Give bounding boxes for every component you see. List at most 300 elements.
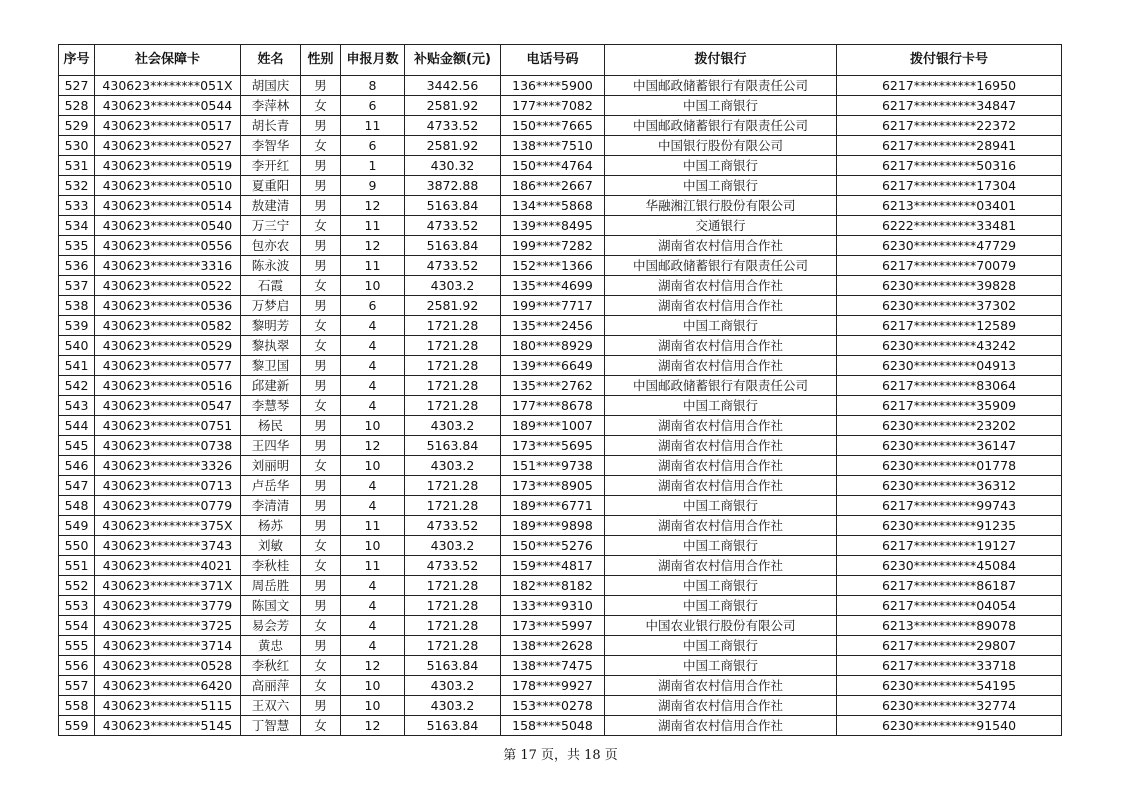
months-cell: 6 [341,96,405,116]
amount-cell: 4733.52 [405,116,501,136]
gender-cell: 女 [301,556,341,576]
table-row [59,616,1062,636]
index-cell: 547 [59,476,95,496]
table-row [59,336,1062,356]
gender-cell: 女 [301,676,341,696]
social-security-cell: 430623********375X [95,516,241,536]
months-cell: 11 [341,116,405,136]
phone-cell: 133****9310 [501,596,605,616]
name-cell: 高丽萍 [241,676,301,696]
bank-cell: 湖南省农村信用合作社 [605,336,837,356]
social-security-cell: 430623********0536 [95,296,241,316]
table-row [59,596,1062,616]
social-security-cell: 430623********6420 [95,676,241,696]
name-cell: 李智华 [241,136,301,156]
months-cell: 4 [341,316,405,336]
name-cell: 李秋桂 [241,556,301,576]
bank-cell: 湖南省农村信用合作社 [605,676,837,696]
bank-cell: 湖南省农村信用合作社 [605,296,837,316]
months-cell: 12 [341,196,405,216]
name-cell: 包亦农 [241,236,301,256]
header-name: 姓名 [241,45,301,76]
gender-cell: 女 [301,96,341,116]
name-cell: 胡国庆 [241,76,301,96]
months-cell: 8 [341,76,405,96]
social-security-cell: 430623********3779 [95,596,241,616]
phone-cell: 138****7510 [501,136,605,156]
bank-card-cell: 6230**********45084 [837,556,1062,576]
bank-card-cell: 6217**********12589 [837,316,1062,336]
months-cell: 10 [341,676,405,696]
amount-cell: 1721.28 [405,596,501,616]
social-security-cell: 430623********0527 [95,136,241,156]
months-cell: 4 [341,636,405,656]
bank-card-cell: 6230**********01778 [837,456,1062,476]
months-cell: 4 [341,596,405,616]
bank-card-cell: 6217**********83064 [837,376,1062,396]
months-cell: 4 [341,576,405,596]
gender-cell: 女 [301,276,341,296]
bank-cell: 中国工商银行 [605,396,837,416]
social-security-cell: 430623********3714 [95,636,241,656]
phone-cell: 177****8678 [501,396,605,416]
table-row [59,436,1062,456]
bank-card-cell: 6217**********28941 [837,136,1062,156]
index-cell: 559 [59,716,95,736]
amount-cell: 2581.92 [405,96,501,116]
index-cell: 538 [59,296,95,316]
name-cell: 夏重阳 [241,176,301,196]
months-cell: 12 [341,716,405,736]
months-cell: 11 [341,516,405,536]
months-cell: 10 [341,276,405,296]
bank-card-cell: 6230**********32774 [837,696,1062,716]
table-row [59,396,1062,416]
social-security-cell: 430623********0517 [95,116,241,136]
gender-cell: 男 [301,256,341,276]
bank-card-cell: 6213**********03401 [837,196,1062,216]
amount-cell: 5163.84 [405,656,501,676]
header-months: 申报月数 [341,45,405,76]
table-row [59,316,1062,336]
bank-cell: 中国工商银行 [605,496,837,516]
bank-card-cell: 6230**********54195 [837,676,1062,696]
name-cell: 石霞 [241,276,301,296]
index-cell: 545 [59,436,95,456]
index-cell: 555 [59,636,95,656]
bank-cell: 中国邮政储蓄银行有限责任公司 [605,76,837,96]
social-security-cell: 430623********0522 [95,276,241,296]
index-cell: 543 [59,396,95,416]
amount-cell: 4733.52 [405,256,501,276]
social-security-cell: 430623********0713 [95,476,241,496]
name-cell: 陈国文 [241,596,301,616]
header-gender: 性别 [301,45,341,76]
gender-cell: 男 [301,696,341,716]
bank-card-cell: 6213**********89078 [837,616,1062,636]
months-cell: 11 [341,256,405,276]
table-row [59,416,1062,436]
index-cell: 554 [59,616,95,636]
social-security-cell: 430623********0529 [95,336,241,356]
index-cell: 527 [59,76,95,96]
amount-cell: 1721.28 [405,616,501,636]
amount-cell: 3442.56 [405,76,501,96]
social-security-cell: 430623********4021 [95,556,241,576]
bank-cell: 中国工商银行 [605,576,837,596]
index-cell: 536 [59,256,95,276]
bank-cell: 中国工商银行 [605,596,837,616]
social-security-cell: 430623********0514 [95,196,241,216]
gender-cell: 男 [301,496,341,516]
index-cell: 534 [59,216,95,236]
bank-card-cell: 6217**********34847 [837,96,1062,116]
gender-cell: 男 [301,76,341,96]
name-cell: 杨苏 [241,516,301,536]
bank-card-cell: 6217**********29807 [837,636,1062,656]
table-body [59,76,1062,736]
amount-cell: 4303.2 [405,456,501,476]
bank-cell: 湖南省农村信用合作社 [605,416,837,436]
gender-cell: 男 [301,296,341,316]
bank-cell: 华融湘江银行股份有限公司 [605,196,837,216]
gender-cell: 男 [301,356,341,376]
bank-cell: 湖南省农村信用合作社 [605,456,837,476]
table-row [59,676,1062,696]
phone-cell: 139****6649 [501,356,605,376]
name-cell: 杨民 [241,416,301,436]
phone-cell: 173****5695 [501,436,605,456]
social-security-cell: 430623********0516 [95,376,241,396]
table-row [59,196,1062,216]
phone-cell: 178****9927 [501,676,605,696]
amount-cell: 5163.84 [405,196,501,216]
header-bank: 拨付银行 [605,45,837,76]
name-cell: 陈永波 [241,256,301,276]
name-cell: 邱建新 [241,376,301,396]
gender-cell: 男 [301,116,341,136]
table-row [59,476,1062,496]
phone-cell: 153****0278 [501,696,605,716]
phone-cell: 182****8182 [501,576,605,596]
social-security-cell: 430623********0738 [95,436,241,456]
months-cell: 11 [341,216,405,236]
amount-cell: 2581.92 [405,296,501,316]
social-security-cell: 430623********5115 [95,696,241,716]
bank-cell: 中国工商银行 [605,156,837,176]
bank-cell: 中国银行股份有限公司 [605,136,837,156]
index-cell: 528 [59,96,95,116]
name-cell: 黎明芳 [241,316,301,336]
phone-cell: 150****7665 [501,116,605,136]
bank-cell: 湖南省农村信用合作社 [605,696,837,716]
bank-card-cell: 6217**********99743 [837,496,1062,516]
subsidy-table [58,44,1062,736]
gender-cell: 女 [301,536,341,556]
social-security-cell: 430623********0779 [95,496,241,516]
table-row [59,496,1062,516]
table-row [59,116,1062,136]
index-cell: 537 [59,276,95,296]
table-row [59,536,1062,556]
index-cell: 550 [59,536,95,556]
bank-card-cell: 6217**********04054 [837,596,1062,616]
social-security-cell: 430623********0519 [95,156,241,176]
header-social-security-card: 社会保障卡 [95,45,241,76]
name-cell: 王双六 [241,696,301,716]
amount-cell: 4303.2 [405,676,501,696]
bank-card-cell: 6217**********50316 [837,156,1062,176]
table-row [59,636,1062,656]
header-phone: 电话号码 [501,45,605,76]
phone-cell: 150****5276 [501,536,605,556]
table-row [59,276,1062,296]
bank-cell: 湖南省农村信用合作社 [605,716,837,736]
index-cell: 535 [59,236,95,256]
table-row [59,96,1062,116]
name-cell: 万梦启 [241,296,301,316]
social-security-cell: 430623********0577 [95,356,241,376]
phone-cell: 135****4699 [501,276,605,296]
table-row [59,76,1062,96]
name-cell: 丁智慧 [241,716,301,736]
months-cell: 11 [341,556,405,576]
bank-cell: 中国农业银行股份有限公司 [605,616,837,636]
name-cell: 卢岳华 [241,476,301,496]
gender-cell: 男 [301,576,341,596]
social-security-cell: 430623********3725 [95,616,241,636]
amount-cell: 430.32 [405,156,501,176]
social-security-cell: 430623********5145 [95,716,241,736]
bank-cell: 湖南省农村信用合作社 [605,476,837,496]
bank-cell: 湖南省农村信用合作社 [605,556,837,576]
bank-cell: 中国工商银行 [605,176,837,196]
bank-card-cell: 6230**********91540 [837,716,1062,736]
name-cell: 李秋红 [241,656,301,676]
table-row [59,576,1062,596]
months-cell: 10 [341,416,405,436]
phone-cell: 135****2762 [501,376,605,396]
index-cell: 551 [59,556,95,576]
gender-cell: 男 [301,596,341,616]
social-security-cell: 430623********051X [95,76,241,96]
bank-cell: 中国邮政储蓄银行有限责任公司 [605,116,837,136]
index-cell: 552 [59,576,95,596]
social-security-cell: 430623********0528 [95,656,241,676]
gender-cell: 男 [301,516,341,536]
name-cell: 李慧琴 [241,396,301,416]
gender-cell: 女 [301,396,341,416]
gender-cell: 女 [301,316,341,336]
phone-cell: 138****7475 [501,656,605,676]
amount-cell: 1721.28 [405,396,501,416]
gender-cell: 男 [301,436,341,456]
gender-cell: 男 [301,236,341,256]
bank-card-cell: 6230**********36147 [837,436,1062,456]
index-cell: 533 [59,196,95,216]
phone-cell: 180****8929 [501,336,605,356]
bank-card-cell: 6230**********43242 [837,336,1062,356]
bank-cell: 湖南省农村信用合作社 [605,276,837,296]
amount-cell: 4733.52 [405,516,501,536]
months-cell: 10 [341,536,405,556]
bank-cell: 湖南省农村信用合作社 [605,236,837,256]
bank-cell: 中国工商银行 [605,636,837,656]
header-bank-card: 拨付银行卡号 [837,45,1062,76]
index-cell: 549 [59,516,95,536]
social-security-cell: 430623********0582 [95,316,241,336]
index-cell: 530 [59,136,95,156]
phone-cell: 152****1366 [501,256,605,276]
index-cell: 556 [59,656,95,676]
table-row [59,516,1062,536]
index-cell: 544 [59,416,95,436]
months-cell: 12 [341,236,405,256]
bank-cell: 湖南省农村信用合作社 [605,436,837,456]
table-row [59,296,1062,316]
phone-cell: 189****9898 [501,516,605,536]
amount-cell: 1721.28 [405,476,501,496]
amount-cell: 1721.28 [405,496,501,516]
index-cell: 546 [59,456,95,476]
bank-card-cell: 6230**********91235 [837,516,1062,536]
phone-cell: 189****6771 [501,496,605,516]
index-cell: 542 [59,376,95,396]
bank-card-cell: 6230**********04913 [837,356,1062,376]
amount-cell: 4303.2 [405,696,501,716]
bank-card-cell: 6230**********37302 [837,296,1062,316]
gender-cell: 女 [301,336,341,356]
social-security-cell: 430623********3743 [95,536,241,556]
gender-cell: 男 [301,196,341,216]
name-cell: 胡长青 [241,116,301,136]
phone-cell: 136****5900 [501,76,605,96]
months-cell: 4 [341,496,405,516]
phone-cell: 138****2628 [501,636,605,656]
months-cell: 4 [341,616,405,636]
bank-cell: 湖南省农村信用合作社 [605,516,837,536]
table-row [59,656,1062,676]
gender-cell: 女 [301,136,341,156]
months-cell: 4 [341,336,405,356]
name-cell: 刘丽明 [241,456,301,476]
table-row [59,136,1062,156]
phone-cell: 186****2667 [501,176,605,196]
bank-cell: 中国工商银行 [605,536,837,556]
amount-cell: 1721.28 [405,636,501,656]
phone-cell: 151****9738 [501,456,605,476]
social-security-cell: 430623********371X [95,576,241,596]
social-security-cell: 430623********0510 [95,176,241,196]
name-cell: 黎卫国 [241,356,301,376]
months-cell: 12 [341,656,405,676]
name-cell: 周岳胜 [241,576,301,596]
header-amount: 补贴金额(元) [405,45,501,76]
name-cell: 王四华 [241,436,301,456]
table-row [59,256,1062,276]
social-security-cell: 430623********0544 [95,96,241,116]
months-cell: 4 [341,376,405,396]
name-cell: 李清清 [241,496,301,516]
amount-cell: 1721.28 [405,336,501,356]
bank-card-cell: 6217**********17304 [837,176,1062,196]
social-security-cell: 430623********3316 [95,256,241,276]
name-cell: 易会芳 [241,616,301,636]
bank-cell: 中国工商银行 [605,656,837,676]
table-row [59,696,1062,716]
bank-card-cell: 6230**********39828 [837,276,1062,296]
amount-cell: 4303.2 [405,536,501,556]
phone-cell: 139****8495 [501,216,605,236]
bank-card-cell: 6230**********47729 [837,236,1062,256]
amount-cell: 4303.2 [405,276,501,296]
bank-card-cell: 6222**********33481 [837,216,1062,236]
name-cell: 李萍林 [241,96,301,116]
index-cell: 553 [59,596,95,616]
months-cell: 4 [341,356,405,376]
phone-cell: 159****4817 [501,556,605,576]
name-cell: 黎执翠 [241,336,301,356]
phone-cell: 199****7282 [501,236,605,256]
table-row [59,376,1062,396]
months-cell: 1 [341,156,405,176]
social-security-cell: 430623********3326 [95,456,241,476]
gender-cell: 女 [301,656,341,676]
header-index: 序号 [59,45,95,76]
table-row [59,456,1062,476]
amount-cell: 3872.88 [405,176,501,196]
page-number: 第 17 页，共 18 页 [503,748,618,763]
months-cell: 6 [341,136,405,156]
bank-card-cell: 6230**********36312 [837,476,1062,496]
bank-cell: 交通银行 [605,216,837,236]
table-row [59,176,1062,196]
phone-cell: 173****5997 [501,616,605,636]
phone-cell: 199****7717 [501,296,605,316]
months-cell: 6 [341,296,405,316]
bank-cell: 湖南省农村信用合作社 [605,356,837,376]
phone-cell: 158****5048 [501,716,605,736]
months-cell: 10 [341,696,405,716]
months-cell: 4 [341,476,405,496]
amount-cell: 4733.52 [405,556,501,576]
phone-cell: 189****1007 [501,416,605,436]
name-cell: 敖建清 [241,196,301,216]
name-cell: 刘敏 [241,536,301,556]
amount-cell: 1721.28 [405,376,501,396]
name-cell: 李开红 [241,156,301,176]
bank-card-cell: 6217**********22372 [837,116,1062,136]
amount-cell: 4733.52 [405,216,501,236]
index-cell: 541 [59,356,95,376]
name-cell: 万三宁 [241,216,301,236]
amount-cell: 4303.2 [405,416,501,436]
bank-card-cell: 6217**********86187 [837,576,1062,596]
amount-cell: 1721.28 [405,316,501,336]
bank-card-cell: 6217**********16950 [837,76,1062,96]
table-row [59,356,1062,376]
gender-cell: 男 [301,476,341,496]
phone-cell: 173****8905 [501,476,605,496]
phone-cell: 135****2456 [501,316,605,336]
table-row [59,156,1062,176]
gender-cell: 女 [301,216,341,236]
table-row [59,716,1062,736]
phone-cell: 134****5868 [501,196,605,216]
index-cell: 531 [59,156,95,176]
amount-cell: 5163.84 [405,236,501,256]
table-row [59,216,1062,236]
